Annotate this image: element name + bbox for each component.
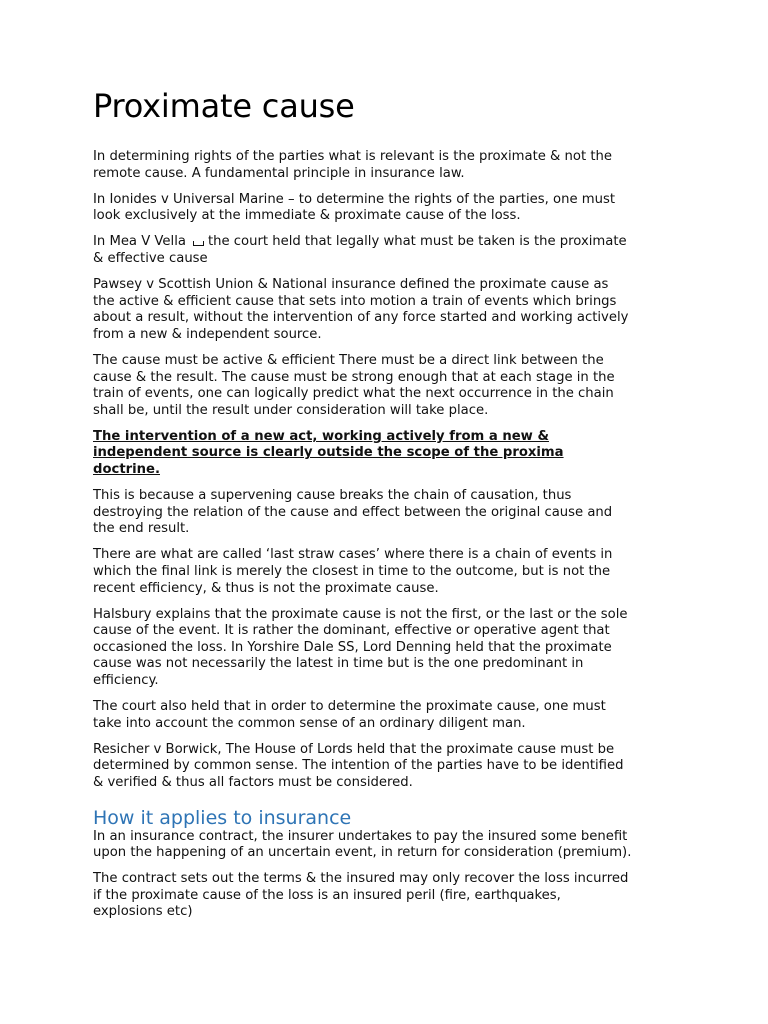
text-line: cause of the event. It is rather the dominant, effective or operative agent that <box>93 623 610 639</box>
paragraph <box>93 353 683 419</box>
section-heading: How it applies to insurance <box>93 806 352 829</box>
text-line: determined by common sense. The intention of the parties have to be identified <box>93 758 624 774</box>
text-line: This is because a supervening cause breaks the chain of causation, thus <box>93 488 572 504</box>
paragraph <box>93 277 683 343</box>
text-line: from a new & independent source. <box>93 326 322 342</box>
text-line: cause was not necessarily the latest in time but is the one predominant in <box>93 656 584 672</box>
paragraph <box>93 829 683 862</box>
text-line: occasioned the loss. In Yorshire Dale SS, Lord Denning held that the proximate <box>93 639 612 655</box>
paragraph <box>93 547 683 597</box>
text-line: about a result, without the intervention of any force started and working actively <box>93 310 629 326</box>
paragraph <box>93 192 683 225</box>
page-title: Proximate cause <box>93 87 355 125</box>
text-line: take into account the common sense of an ordinary diligent man. <box>93 715 526 731</box>
text-line: The cause must be active & efficient There must be a direct link between the <box>93 352 604 368</box>
text-line: the active & efficient cause that sets into motion a train of events which brings <box>93 293 617 309</box>
footnote-marker-icon <box>193 241 204 246</box>
text-line: & effective cause <box>93 250 208 266</box>
text-line: efficiency. <box>93 673 159 689</box>
paragraph <box>93 699 683 732</box>
text-line: In an insurance contract, the insurer undertakes to pay the insured some benefit <box>93 828 628 844</box>
text-fragment: In Mea V Vella <box>93 234 186 250</box>
text-line: explosions etc) <box>93 904 193 920</box>
text-line: recent efficiency, & thus is not the proximate cause. <box>93 580 439 596</box>
paragraph <box>93 234 683 267</box>
text-line: There are what are called ‘last straw cases’ where there is a chain of events in <box>93 547 613 563</box>
text-line: which the final link is merely the closest in time to the outcome, but is not the <box>93 563 611 579</box>
text-line: train of events, one can logically predict what the next occurrence in the chain <box>93 386 614 402</box>
text-line: remote cause. A fundamental principle in insurance law. <box>93 165 465 181</box>
text-line <box>93 234 683 251</box>
text-line: The court also held that in order to determine the proximate cause, one must <box>93 699 606 715</box>
text-line: doctrine. <box>93 462 160 477</box>
text-line: shall be, until the result under consideration will take place. <box>93 402 489 418</box>
text-line: if the proximate cause of the loss is an insured peril (fire, earthquakes, <box>93 887 561 903</box>
paragraph <box>93 607 683 690</box>
paragraph <box>93 742 683 792</box>
text-line: Resicher v Borwick, The House of Lords held that the proximate cause must be <box>93 741 615 757</box>
paragraph <box>93 488 683 538</box>
text-line: look exclusively at the immediate & proximate cause of the loss. <box>93 208 521 224</box>
text-line: destroying the relation of the cause and effect between the original cause and <box>93 504 613 520</box>
paragraph <box>93 871 683 921</box>
text-line: Halsbury explains that the proximate cause is not the first, or the last or the sole <box>93 606 628 622</box>
document-page <box>93 86 683 931</box>
emphasized-paragraph <box>93 429 683 479</box>
text-line: The intervention of a new act, working actively from a new & <box>93 428 549 444</box>
text-line: & verified & thus all factors must be considered. <box>93 775 413 790</box>
text-fragment: the court held that legally what must be taken is the proximate <box>207 234 627 250</box>
text-line: Pawsey v Scottish Union & National insurance defined the proximate cause as <box>93 277 609 293</box>
text-line: In determining rights of the parties what is relevant is the proximate & not the <box>93 149 612 164</box>
text-line: cause & the result. The cause must be strong enough that at each stage in the <box>93 369 615 385</box>
text-line: upon the happening of an uncertain event, in return for consideration (premium). <box>93 845 632 861</box>
paragraph <box>93 149 683 182</box>
text-line: The contract sets out the terms & the insured may only recover the loss incurred <box>93 871 629 887</box>
text-line: In Ionides v Universal Marine – to determine the rights of the parties, one must <box>93 191 616 207</box>
text-line: the end result. <box>93 521 190 537</box>
text-line: independent source is clearly outside the scope of the proxima <box>93 445 564 461</box>
